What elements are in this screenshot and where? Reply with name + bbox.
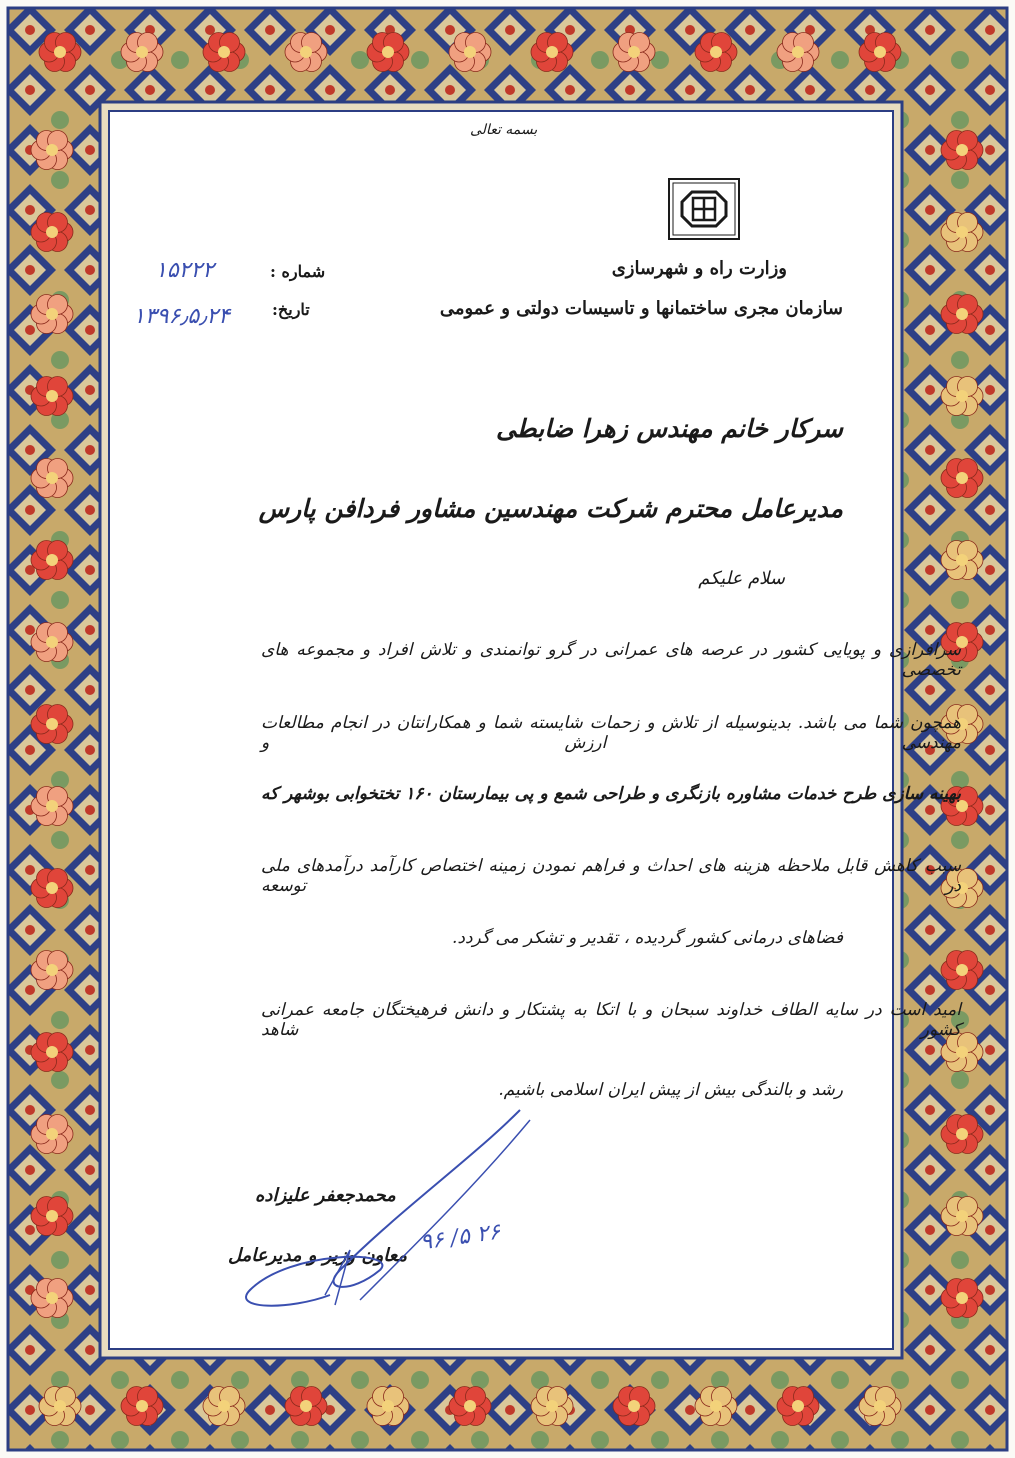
flower-ornament	[31, 1278, 73, 1317]
flower-ornament	[203, 1386, 245, 1425]
body-line: رشد و بالندگی بیش از پیش ایران اسلامی باشیم.	[498, 1080, 843, 1100]
flower-ornament	[941, 376, 983, 415]
ministry-name: وزارت راه و شهرسازی	[611, 258, 787, 279]
date-value: ۱۳۹۶٫۵٫۲۴	[133, 304, 231, 329]
date-label: تاریخ:	[272, 300, 310, 319]
greeting: سلام علیکم	[698, 568, 785, 589]
flower-ornament	[941, 212, 983, 251]
body-line: همچون شما می باشد. بدینوسیله از تلاش و زحمات شایسته شما و همکارانتان در انجام مطالعات مهندسی ارزش و	[261, 713, 961, 753]
flower-ornament	[941, 1196, 983, 1235]
flower-ornament	[777, 32, 819, 71]
flower-ornament	[941, 458, 983, 497]
flower-ornament	[31, 704, 73, 743]
signatory-title: معاون وزیر و مدیرعامل	[228, 1245, 408, 1266]
handwritten-date-note: ۲۶ ۵/ ۹۶	[418, 1219, 502, 1256]
flower-ornament	[285, 32, 327, 71]
signatory-name: محمدجعفر علیزاده	[255, 1185, 396, 1206]
ministry-logo	[668, 178, 740, 240]
flower-ornament	[367, 1386, 409, 1425]
body-line: فضاهای درمانی کشور گردیده ، تقدیر و تشکر می گردد.	[452, 928, 843, 948]
flower-ornament	[31, 1196, 73, 1235]
number-value: ۱۵۲۲۲	[155, 258, 215, 283]
number-label: شماره :	[270, 262, 326, 281]
recipient-line-2: مدیرعامل محترم شرکت مهندسین مشاور فردافن پارس	[258, 494, 843, 523]
flower-ornament	[31, 1032, 73, 1071]
flower-ornament	[941, 294, 983, 333]
flower-ornament	[531, 1386, 573, 1425]
flower-ornament	[31, 376, 73, 415]
flower-ornament	[777, 1386, 819, 1425]
flower-ornament	[31, 1114, 73, 1153]
flower-ornament	[695, 32, 737, 71]
flower-ornament	[31, 622, 73, 661]
organization-name: سازمان مجری ساختمانها و تاسیسات دولتی و عمومی	[439, 298, 843, 319]
recipient-line-1: سرکار خانم مهندس زهرا ضابطی	[495, 414, 843, 443]
body-line: امید است در سایه الطاف خداوند سبحان و با اتکا به پشتکار و دانش فرهیختگان جامعه عمرانی کشور شاهد	[261, 1000, 961, 1040]
body-line: بهینه سازی طرح خدمات مشاوره بازنگری و طراحی شمع و پی بیمارستان ۱۶۰ تختخوابی بوشهر که	[261, 784, 961, 804]
flower-ornament	[859, 32, 901, 71]
flower-ornament	[613, 32, 655, 71]
flower-ornament	[121, 32, 163, 71]
flower-ornament	[941, 130, 983, 169]
flower-ornament	[941, 1278, 983, 1317]
flower-ornament	[203, 32, 245, 71]
flower-ornament	[31, 540, 73, 579]
flower-ornament	[39, 32, 81, 71]
flower-ornament	[449, 32, 491, 71]
flower-ornament	[31, 868, 73, 907]
flower-ornament	[31, 294, 73, 333]
flower-ornament	[531, 32, 573, 71]
flower-ornament	[859, 1386, 901, 1425]
flower-ornament	[285, 1386, 327, 1425]
flower-ornament	[31, 130, 73, 169]
body-line: سرافرازی و پویایی کشور در عرصه های عمرانی در گرو توانمندی و تلاش افراد و مجموعه های تخصصی	[261, 640, 961, 680]
flower-ornament	[449, 1386, 491, 1425]
flower-ornament	[121, 1386, 163, 1425]
flower-ornament	[31, 950, 73, 989]
flower-ornament	[31, 458, 73, 497]
body-line: سبب کاهش قابل ملاحظه هزینه های احداث و فراهم نمودن زمینه اختصاص کارآمد درآمدهای ملی در توسعه	[261, 856, 961, 896]
invocation: بسمه تعالی	[470, 122, 538, 138]
flower-ornament	[39, 1386, 81, 1425]
flower-ornament	[613, 1386, 655, 1425]
flower-ornament	[941, 1114, 983, 1153]
flower-ornament	[31, 212, 73, 251]
flower-ornament	[367, 32, 409, 71]
flower-ornament	[695, 1386, 737, 1425]
flower-ornament	[941, 950, 983, 989]
signature	[230, 1100, 560, 1320]
flower-ornament	[31, 786, 73, 825]
flower-ornament	[941, 540, 983, 579]
